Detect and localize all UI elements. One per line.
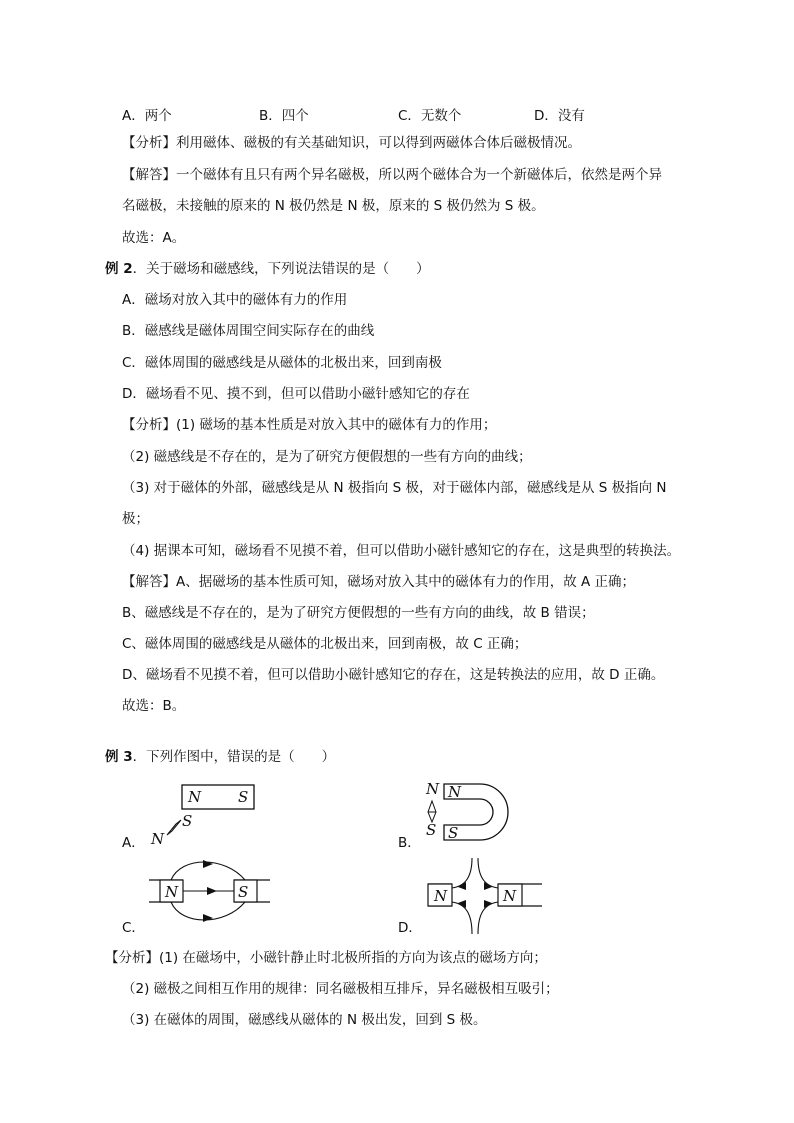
ex3-analysis-1: 【分析】(1) 在磁场中，小磁针静止时北极所指的方向为该点的磁场方向； [105,950,547,966]
ex2-option-d: D．磁场看不见、摸不到，但可以借助小磁针感知它的存在 [122,386,470,402]
ex2-stem [105,260,430,278]
fig-d-label: D． [398,920,422,936]
ex3-question: ．下列作图中，错误的是（ ） [132,749,336,765]
fig-c-left-n: N [165,883,179,901]
ex2-analysis-3: （3) 对于磁体的外部，磁感线是从 N 极指向 S 极，对于磁体内部，磁感线是从 S 极指向 N [122,480,667,496]
fig-d-left-n: N [434,887,448,905]
ex2-answer-c: C、磁体周围的磁感线是从磁体的北极出来，回到南极，故 C 正确； [122,636,528,652]
ex2-label: 例 2 [105,261,133,277]
fig-b-magnet-n: N [448,783,462,801]
ex2-answer-b: B、磁感线是不存在的，是为了研究方便假想的一些有方向的曲线，故 B 错误； [122,605,595,621]
fig-a-bar-s: S [238,788,249,806]
fig-a-needle [167,820,181,835]
ex2-answer-a: 【解答】A、据磁场的基本性质可知，磁场对放入其中的磁体有力的作用，故 A 正确； [122,574,636,590]
ex2-analysis-2: （2) 磁感线是不存在的，是为了研究方便假想的一些有方向的曲线； [122,449,532,465]
fig-c-arrow-top [203,860,213,868]
fig-a-label: A． [122,835,145,851]
q1-choice: 故选：A。 [122,230,186,246]
fig-c-diagram [145,856,285,928]
ex3-analysis-3: （3) 在磁体的周围，磁感线从磁体的 N 极出发，回到 S 极。 [122,1012,487,1028]
ex2-option-c: C．磁体周围的磁感线是从磁体的北极出来，回到南极 [122,355,442,371]
ex2-analysis-4: （4) 据课本可知，磁场看不见摸不着，但可以借助小磁针感知它的存在，这是典型的转换法。 [122,543,681,559]
fig-b-label: B． [398,835,421,851]
fig-d-right-n: N [503,887,517,905]
q1-option-a: A．两个 [122,108,172,124]
q1-option-d: D．没有 [534,108,585,124]
ex2-choice: 故选：B。 [122,698,186,714]
fig-c-arrow-mid [207,887,217,895]
ex3-analysis-2: （2) 磁极之间相互作用的规律：同名磁极相互排斥，异名磁极相互吸引； [122,981,559,997]
q1-option-b: B．四个 [259,108,309,124]
q1-option-c: C．无数个 [398,108,462,124]
fig-b-magnet-s: S [448,824,459,842]
fig-a-needle-s: S [182,812,193,830]
ex2-answer-d: D、磁场看不见摸不着，但可以借助小磁针感知它的存在，这是转换法的应用，故 D 正确。 [122,667,665,683]
fig-d-diagram [420,856,550,936]
fig-a-diagram [145,780,275,850]
q1-answer-line1: 【解答】一个磁体有且只有两个异名磁极，所以两个磁体合为一个新磁体后，依然是两个异 [122,167,662,183]
fig-c-arrow-bottom [203,914,213,922]
fig-c-right-s: S [238,883,249,901]
q1-answer-line2: 名磁极，未接触的原来的 N 极仍然是 N 极，原来的 S 极仍然为 S 极。 [122,198,545,214]
fig-b-needle-n: N [426,780,440,798]
fig-c-label: C． [122,920,145,936]
ex3-label: 例 3 [105,749,133,765]
fig-b-diagram [420,776,520,848]
q1-analysis: 【分析】利用磁体、磁极的有关基础知识，可以得到两磁体合体后磁极情况。 [122,135,581,151]
ex2-analysis-1: 【分析】(1) 磁场的基本性质是对放入其中的磁体有力的作用； [122,417,497,433]
ex2-analysis-3b: 极； [122,511,149,527]
ex2-option-b: B．磁感线是磁体周围空间实际存在的曲线 [122,323,375,339]
ex3-stem [105,748,335,766]
ex2-question: ．关于磁场和磁感线，下列说法错误的是（ ） [132,261,430,277]
fig-a-needle-n: N [151,830,165,848]
fig-a-bar-n: N [188,788,202,806]
fig-b-needle-s: S [426,821,437,839]
ex2-option-a: A．磁场对放入其中的磁体有力的作用 [122,292,348,308]
